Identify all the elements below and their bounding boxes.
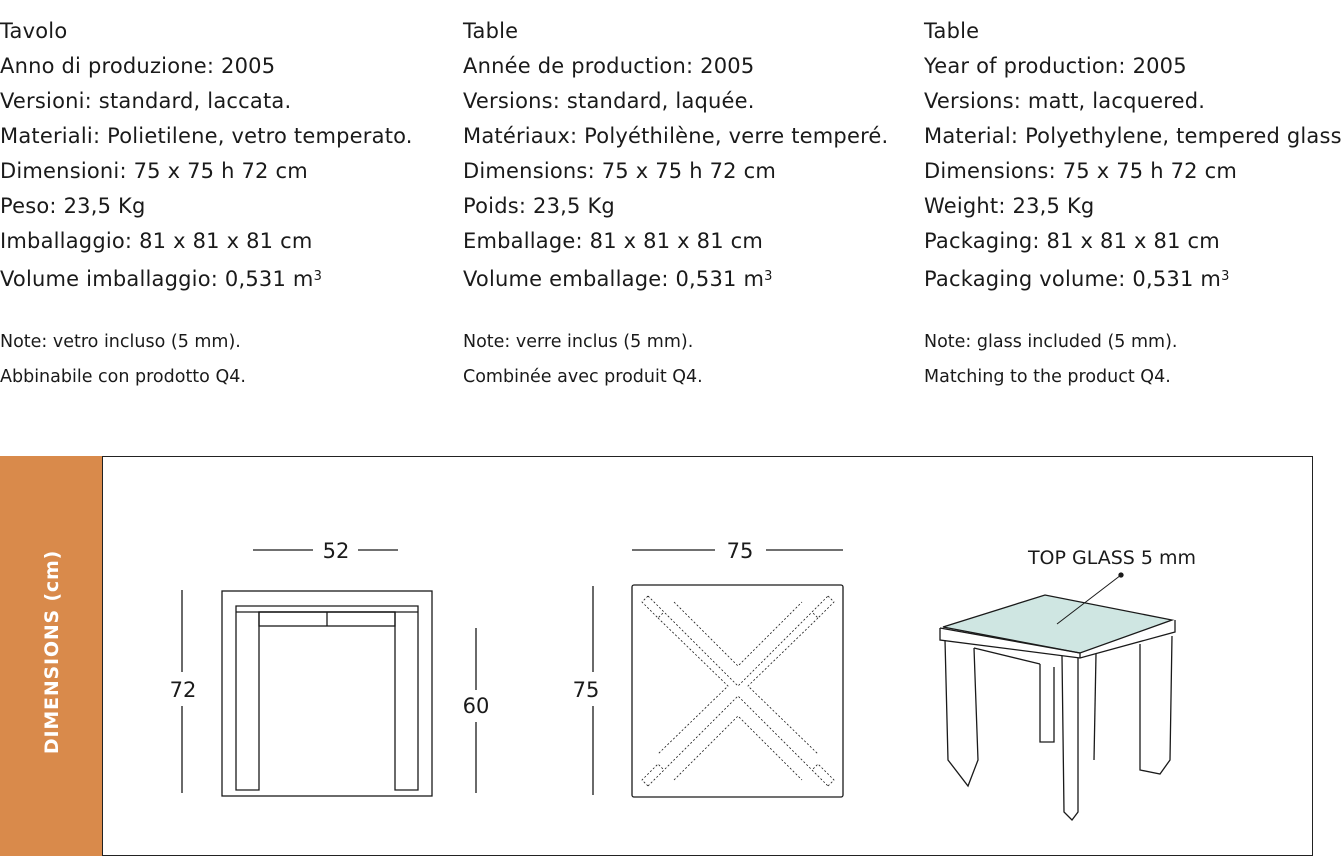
top-glass-label: TOP GLASS 5 mm [1027,547,1197,569]
volume-exponent: 3 [313,269,323,284]
spec-versions: Versioni: standard, laccata. [0,89,292,113]
spec-weight: Poids: 23,5 Kg [463,194,615,218]
spec-year: Année de production: 2005 [463,54,755,78]
front-view-drawing [182,550,476,796]
spec-dimensions: Dimensioni: 75 x 75 h 72 cm [0,159,308,183]
spec-year: Anno di produzione: 2005 [0,54,276,78]
spec-packaging: Imballaggio: 81 x 81 x 81 cm [0,229,313,253]
spec-note-glass: Note: vetro incluso (5 mm). [0,332,241,352]
top-view-drawing [593,550,843,797]
volume-exponent: 3 [764,269,773,284]
spec-packaging-volume: Volume emballage: 0,531 $m^3$ [463,267,773,291]
perspective-view-drawing [940,573,1175,820]
spec-packaging: Packaging: 81 x 81 x 81 cm [924,229,1220,253]
spec-dimensions: Dimensions: 75 x 75 h 72 cm [924,159,1237,183]
spec-note-matching: Abbinabile con prodotto Q4. [0,367,246,387]
top-width-label: 75 [726,539,754,563]
spec-year: Year of production: 2005 [924,54,1187,78]
spec-materials: Material: Polyethylene, tempered glass [924,124,1342,148]
spec-note-matching: Combinée avec produit Q4. [463,367,703,387]
spec-note-matching: Matching to the product Q4. [924,367,1171,387]
spec-dimensions: Dimensions: 75 x 75 h 72 cm [463,159,776,183]
front-width-label: 52 [322,539,350,563]
spec-materials: Materiali: Polietilene, vetro temperato. [0,124,413,148]
spec-weight: Weight: 23,5 Kg [924,194,1095,218]
top-depth-label: 75 [572,678,600,702]
spec-note-glass: Note: verre inclus (5 mm). [463,332,694,352]
spec-versions: Versions: matt, lacquered. [924,89,1206,113]
front-inner-height-label: 60 [462,694,490,718]
spec-weight: Peso: 23,5 Kg [0,194,146,218]
spec-note-glass: Note: glass included (5 mm). [924,332,1178,352]
spec-title: Table [463,19,519,43]
volume-exponent: 3 [1221,269,1230,284]
spec-title: Table [924,19,980,43]
spec-packaging-volume: Volume imballaggio: 0,531 $m^3$ [0,267,323,291]
spec-packaging: Emballage: 81 x 81 x 81 cm [463,229,764,253]
dimensions-tab-label: DIMENSIONS (cm) [41,549,63,755]
spec-materials: Matériaux: Polyéthilène, verre temperé. [463,124,889,148]
spec-versions: Versions: standard, laquée. [463,89,755,113]
spec-packaging-volume: Packaging volume: 0,531 $m^3$ [924,267,1230,291]
front-height-label: 72 [169,678,197,702]
spec-title: Tavolo [0,19,68,43]
